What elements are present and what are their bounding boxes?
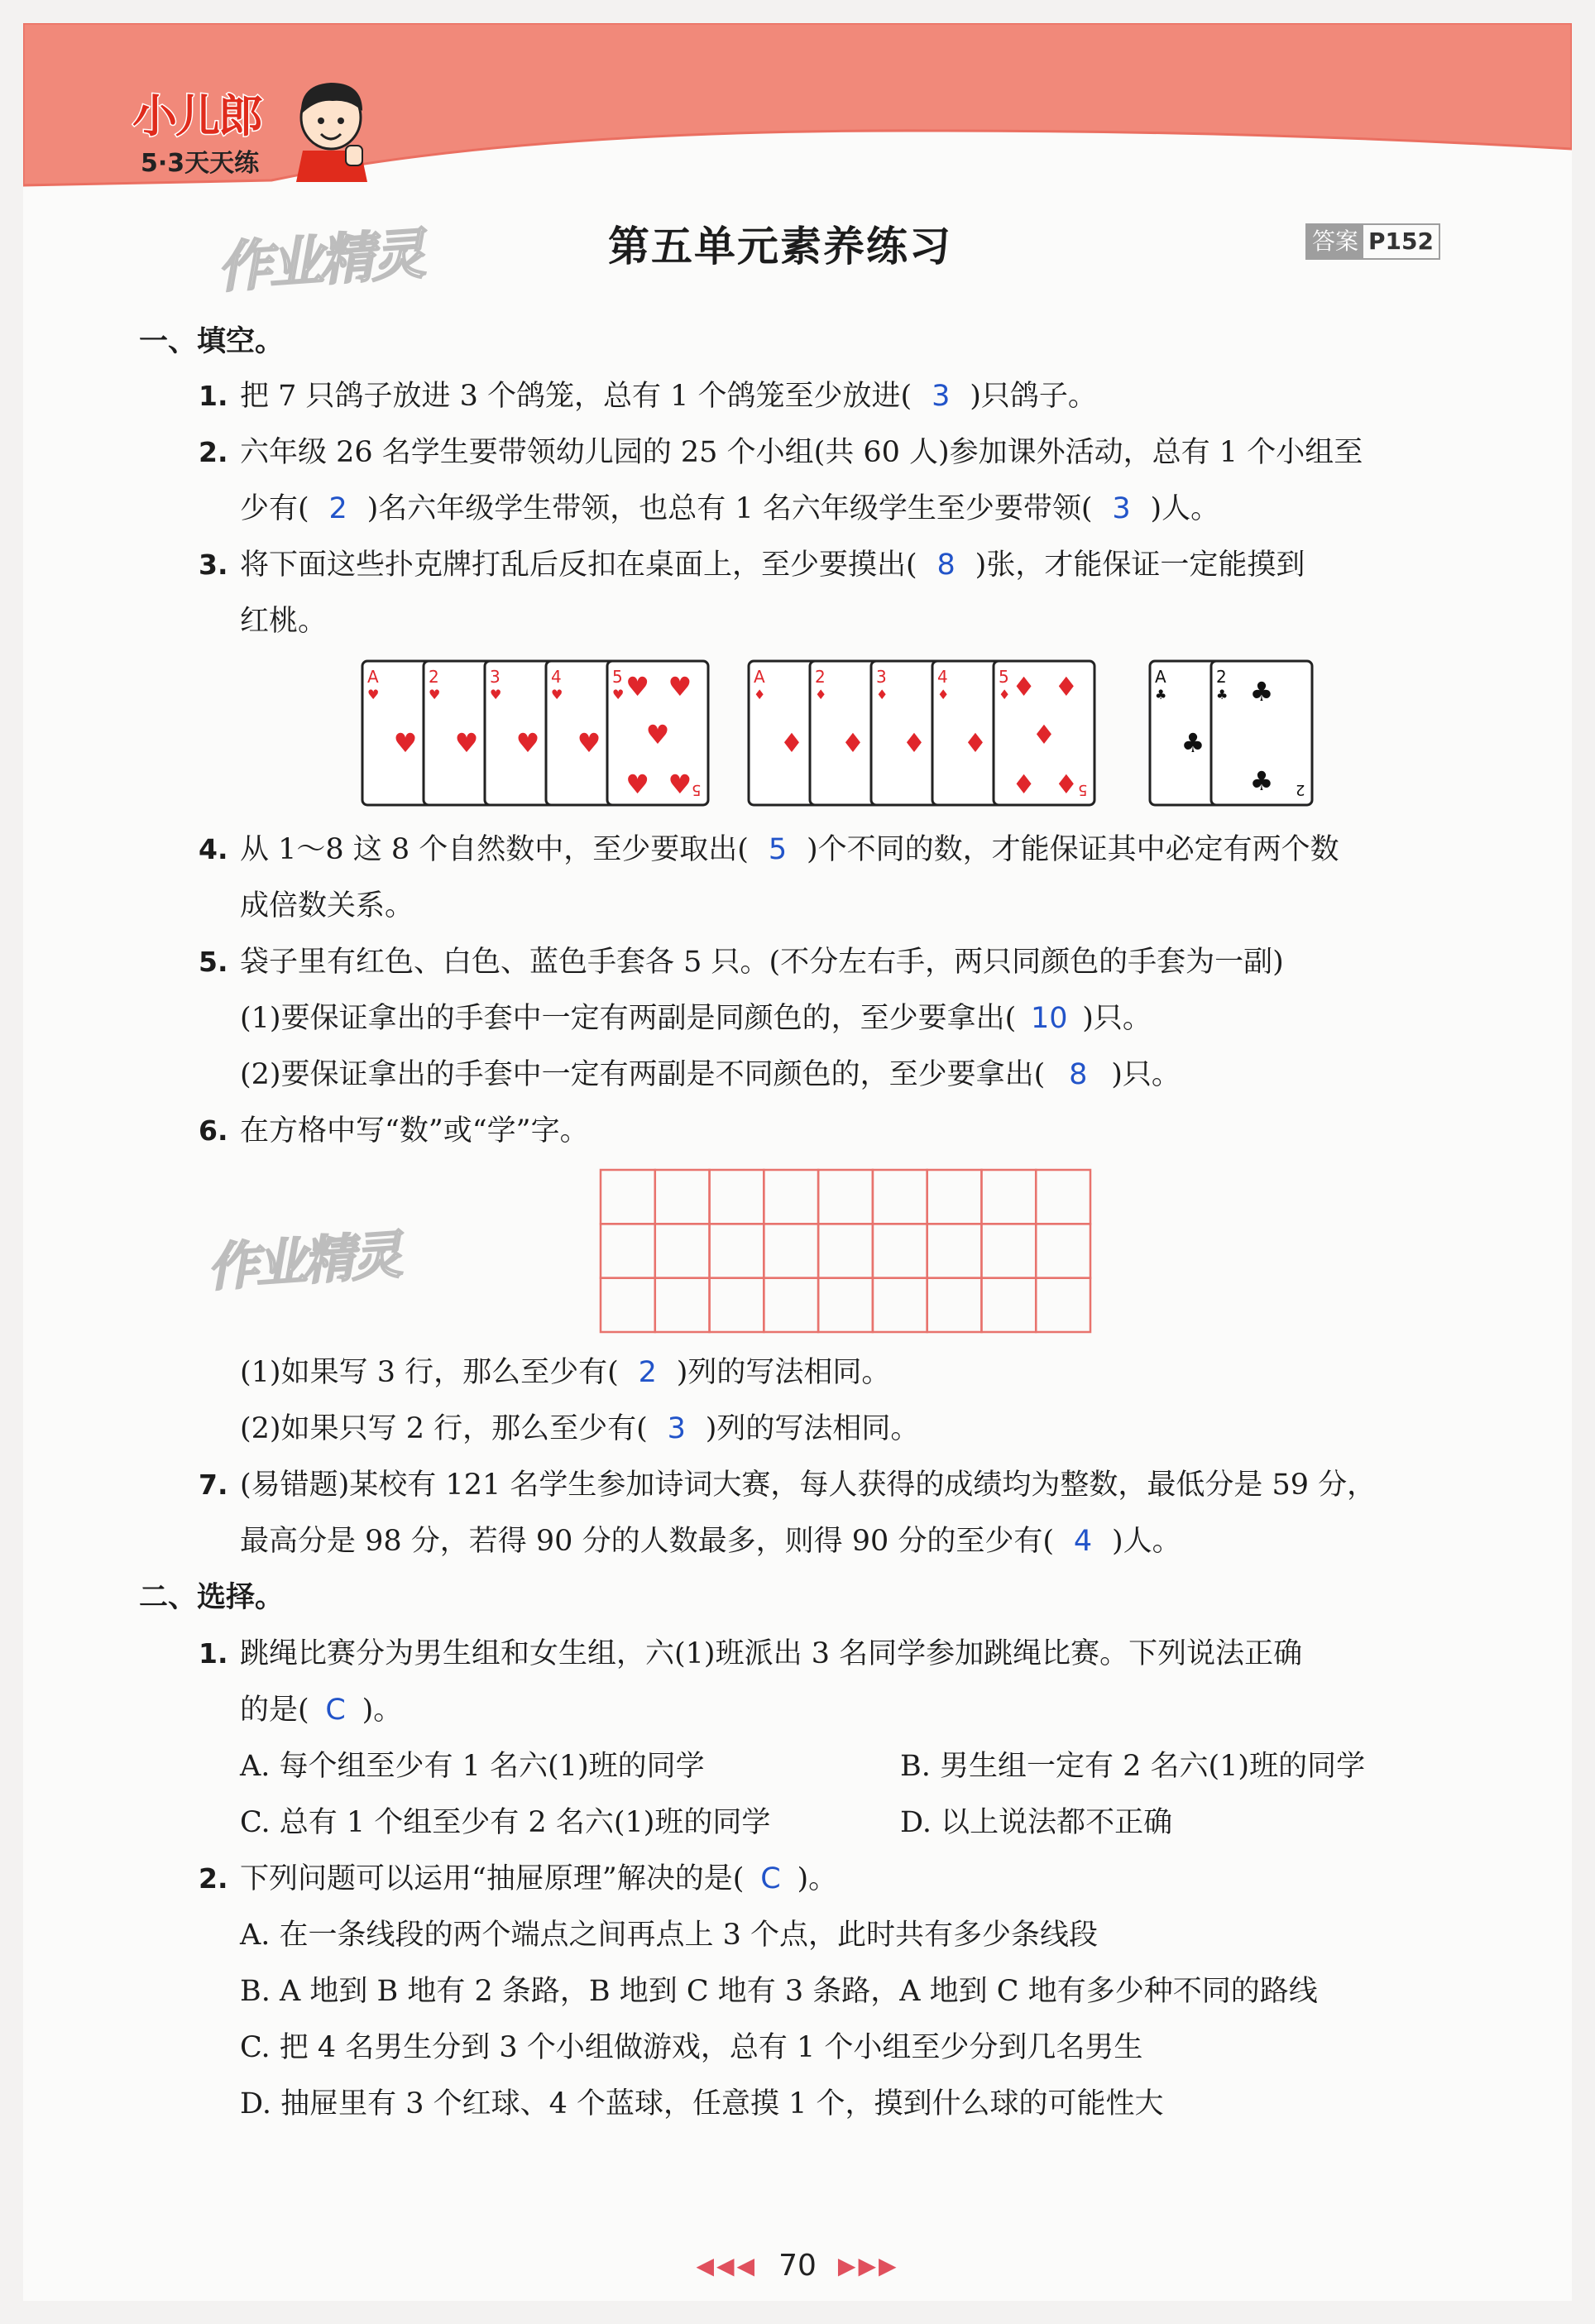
card-suit-small-icon: ♦ [937, 687, 950, 702]
mc2-option-b: B. A 地到 B 地有 2 条路，B 地到 C 地有 3 条路，A 地到 C 地有多少种不同的路线 [240, 1975, 1318, 2008]
q2-number: 2. [199, 436, 228, 468]
card-pip-icon: ♥ [625, 769, 649, 800]
q2-line1: 六年级 26 名学生要带领幼儿园的 25 个小组(共 60 人)参加课外活动，总有 1 个小组至 [240, 436, 1363, 469]
grid-cell[interactable] [601, 1224, 655, 1277]
mc2-line1: 下列问题可以运用“抽屉原理”解决的是( C )。 [240, 1858, 837, 1900]
mc1-line2: 的是( C )。 [240, 1689, 402, 1731]
q5-sub1: (1)要保证拿出的手套中一定有两副是同颜色的，至少要拿出( 10 )只。 [240, 998, 1152, 1039]
card-pip-icon: ♥ [454, 727, 479, 759]
grid-cell[interactable] [710, 1224, 764, 1277]
grid-cell[interactable] [764, 1224, 818, 1277]
mc2-answer: C [760, 1862, 781, 1895]
card-pip-icon: ♥ [515, 727, 540, 759]
card-rank: 2 [1216, 667, 1227, 687]
card-rank-bottom: 5 [1078, 781, 1088, 798]
card-rank: 5 [999, 667, 1009, 687]
q3-line1: 将下面这些扑克牌打乱后反扣在桌面上，至少要摸出( 8 )张，才能保证一定能摸到 [240, 544, 1305, 586]
card-clubs-2 [1211, 661, 1312, 805]
card-pip-icon: ♥ [625, 671, 649, 702]
card-pip-icon: ♦ [779, 727, 804, 759]
card-suit-small-icon: ♥ [429, 687, 441, 702]
grid-cell[interactable] [601, 1170, 655, 1224]
card-rank: 2 [429, 667, 439, 687]
card-rank: A [367, 667, 379, 687]
q4-answer: 5 [768, 833, 788, 866]
card-pip-icon: ♥ [668, 769, 692, 800]
series-label: 5·3天天练 [141, 149, 260, 178]
grid-cell[interactable] [873, 1170, 927, 1224]
card-pip-icon: ♦ [1012, 769, 1036, 800]
card-suit-small-icon: ♥ [367, 687, 380, 702]
grid-cell[interactable] [1036, 1170, 1090, 1224]
prev-page-arrows-icon[interactable]: ◀◀◀ [696, 2252, 758, 2279]
brand-logo: 小儿郎 [132, 90, 261, 142]
card-suit-small-icon: ♣ [1216, 687, 1229, 702]
card-pip-icon: ♣ [1181, 727, 1205, 759]
q6-sub2: (2)如果只写 2 行，那么至少有( 3 )列的写法相同。 [240, 1408, 919, 1450]
q6-sub2-answer: 3 [667, 1412, 686, 1445]
card-rank: 3 [876, 667, 887, 687]
page-sheet [23, 23, 1572, 2301]
q5-sub1-answer: 10 [1030, 1002, 1068, 1035]
card-suit-small-icon: ♦ [876, 687, 889, 702]
playing-cards [356, 658, 1332, 811]
grid-cell[interactable] [927, 1224, 982, 1277]
mc1-answer: C [325, 1694, 346, 1727]
grid-cell[interactable] [981, 1170, 1036, 1224]
card-suit-small-icon: ♦ [999, 687, 1011, 702]
grid-cell[interactable] [1036, 1224, 1090, 1277]
answer-reference [1305, 223, 1440, 260]
card-rank: A [1155, 667, 1166, 687]
q2-answer-1: 2 [328, 492, 347, 525]
grid-cell[interactable] [655, 1224, 710, 1277]
q3-answer: 8 [936, 549, 956, 582]
mc2-number: 2. [199, 1862, 228, 1895]
mc2-option-a: A. 在一条线段的两个端点之间再点上 3 个点，此时共有多少条线段 [240, 1919, 1099, 1952]
q4-number: 4. [199, 833, 228, 865]
mc2-option-d: D. 抽屉里有 3 个红球、4 个蓝球，任意摸 1 个，摸到什么球的可能性大 [240, 2087, 1164, 2120]
grid-cell[interactable] [981, 1278, 1036, 1332]
grid-cell[interactable] [873, 1224, 927, 1277]
q7-number: 7. [199, 1469, 228, 1501]
grid-cell[interactable] [927, 1170, 982, 1224]
grid-cell[interactable] [873, 1278, 927, 1332]
card-pip-icon: ♦ [963, 727, 988, 759]
q7-line2: 最高分是 98 分，若得 90 分的人数最多，则得 90 分的至少有( 4 )人。 [240, 1521, 1181, 1562]
q5-line1: 袋子里有红色、白色、蓝色手套各 5 只。(不分左右手，两只同颜色的手套为一副) [240, 946, 1284, 979]
grid-cell[interactable] [1036, 1278, 1090, 1332]
card-suit-small-icon: ♦ [815, 687, 827, 702]
q5-sub2: (2)要保证拿出的手套中一定有两副是不同颜色的，至少要拿出( 8 )只。 [240, 1054, 1181, 1095]
q6-number: 6. [199, 1114, 228, 1147]
mc1-option-b: B. 男生组一定有 2 名六(1)班的同学 [900, 1750, 1366, 1783]
grid-cell[interactable] [818, 1224, 873, 1277]
grid-cell[interactable] [927, 1278, 982, 1332]
grid-cell[interactable] [655, 1170, 710, 1224]
card-rank: 2 [815, 667, 826, 687]
grid-cell[interactable] [710, 1170, 764, 1224]
mc1-line1: 跳绳比赛分为男生组和女生组，六(1)班派出 3 名同学参加跳绳比赛。下列说法正确 [240, 1637, 1303, 1670]
card-pip-icon: ♦ [1054, 769, 1079, 800]
q4-line1: 从 1～8 这 8 个自然数中，至少要取出( 5 )个不同的数，才能保证其中必定有两个数 [240, 829, 1339, 870]
card-rank: A [754, 667, 765, 687]
mascot-boy-icon [291, 74, 374, 182]
page-footer [0, 2249, 1595, 2283]
card-suit-small-icon: ♥ [490, 687, 502, 702]
card-suit-small-icon: ♣ [1155, 687, 1167, 702]
grid-cell[interactable] [818, 1278, 873, 1332]
card-pip-icon: ♥ [577, 727, 601, 759]
section-heading-choice: 二、选择。 [139, 1581, 285, 1614]
q2-line2: 少有( 2 )名六年级学生带领，也总有 1 名六年级学生至少要带领( 3 )人。 [240, 488, 1219, 529]
card-pip-icon: ♥ [645, 719, 670, 750]
page-number: 70 [778, 2249, 817, 2283]
q2-answer-2: 3 [1112, 492, 1131, 525]
card-suit-small-icon: ♦ [754, 687, 766, 702]
card-rank: 4 [551, 667, 562, 687]
mc1-number: 1. [199, 1637, 228, 1670]
card-pip-icon: ♦ [902, 727, 927, 759]
q1-number: 1. [199, 380, 228, 412]
card-rank-bottom: 2 [1296, 781, 1305, 798]
grid-cell[interactable] [764, 1278, 818, 1332]
mc2-option-c: C. 把 4 名男生分到 3 个小组做游戏，总有 1 个小组至少分到几名男生 [240, 2031, 1143, 2064]
card-pip-icon: ♦ [1054, 671, 1079, 702]
grid-cell[interactable] [818, 1170, 873, 1224]
card-pip-icon: ♦ [1032, 719, 1056, 750]
card-hearts-5 [607, 661, 708, 805]
card-rank: 3 [490, 667, 501, 687]
mc1-option-d: D. 以上说法都不正确 [900, 1806, 1173, 1839]
q7-line1: (易错题)某校有 121 名学生参加诗词大赛，每人获得的成绩均为整数，最低分是 59 分， [240, 1469, 1377, 1502]
q6-sub1: (1)如果写 3 行，那么至少有( 2 )列的写法相同。 [240, 1352, 890, 1393]
section-heading-fill-blank: 一、填空。 [139, 325, 285, 358]
q3-number: 3. [199, 549, 228, 581]
q7-answer: 4 [1073, 1525, 1093, 1558]
answer-label: 答案 [1307, 225, 1363, 258]
q4-line2: 成倍数关系。 [240, 889, 414, 922]
q6-line1: 在方格中写“数”或“学”字。 [240, 1114, 589, 1148]
page-title: 第五单元素养练习 [608, 223, 952, 271]
card-rank: 4 [937, 667, 948, 687]
card-pip-icon: ♥ [393, 727, 418, 759]
grid-cell[interactable] [710, 1278, 764, 1332]
q3-line2: 红桃。 [240, 605, 328, 638]
grid-cell[interactable] [764, 1170, 818, 1224]
card-rank-bottom: 5 [692, 781, 702, 798]
card-pip-icon: ♦ [1012, 671, 1036, 702]
q6-sub1-answer: 2 [638, 1356, 657, 1389]
card-suit-small-icon: ♥ [551, 687, 563, 702]
card-pip-icon: ♦ [841, 727, 865, 759]
grid-cell[interactable] [655, 1278, 710, 1332]
card-rank: 5 [612, 667, 623, 687]
card-diamonds-5 [994, 661, 1094, 805]
writing-grid[interactable] [599, 1168, 1092, 1334]
mc1-option-a: A. 每个组至少有 1 名六(1)班的同学 [240, 1750, 705, 1783]
q5-sub2-answer: 8 [1069, 1058, 1088, 1091]
watermark-top: 作业精灵 [215, 222, 424, 300]
grid-cell[interactable] [601, 1278, 655, 1332]
card-suit-small-icon: ♥ [612, 687, 625, 702]
q5-number: 5. [199, 946, 228, 978]
grid-cell[interactable] [981, 1224, 1036, 1277]
mc1-option-c: C. 总有 1 个组至少有 2 名六(1)班的同学 [240, 1806, 771, 1839]
card-pip-icon: ♥ [668, 671, 692, 702]
card-pip-icon: ♣ [1249, 676, 1274, 707]
answer-page: P152 [1368, 228, 1434, 255]
next-page-arrows-icon[interactable]: ▶▶▶ [837, 2252, 899, 2279]
q1-text: 把 7 只鸽子放进 3 个鸽笼，总有 1 个鸽笼至少放进( 3 )只鸽子。 [240, 376, 1097, 417]
watermark-middle: 作业精灵 [205, 1224, 401, 1298]
card-pip-icon: ♣ [1249, 765, 1274, 797]
q1-answer: 3 [932, 380, 951, 413]
